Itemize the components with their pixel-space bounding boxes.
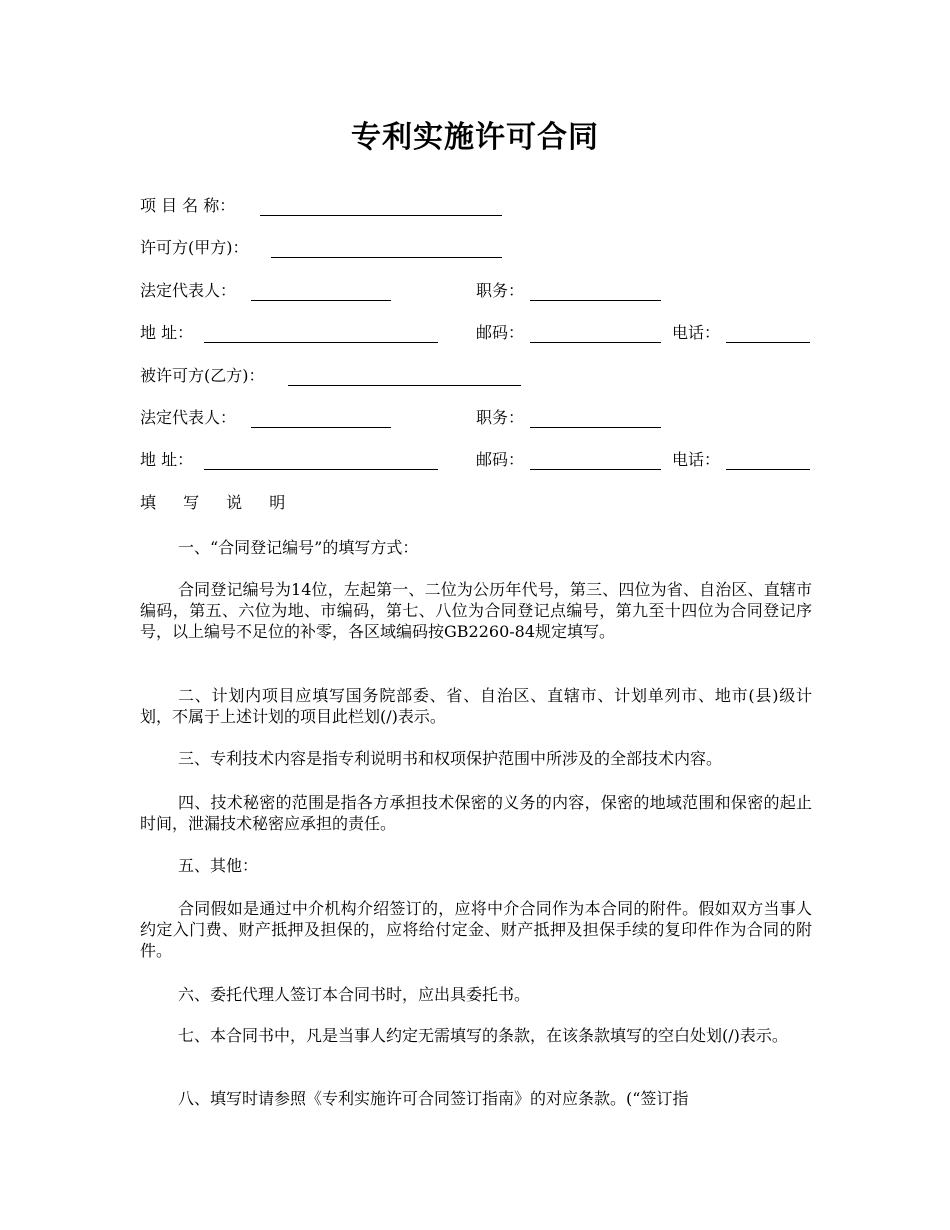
project-name-row [140,194,812,218]
licensor-postcode-blank[interactable] [530,342,661,343]
licensor-legal-rep-label: 法定代表人： [140,281,237,300]
licensor-postcode-label: 邮码： [476,323,525,342]
instruction-paragraph: 二、计划内项目应填写国务院部委、省、自治区、直辖市、计划单列市、地市(县)级计划，不属于上述计划的项目此栏划(/)表示。 [140,686,812,726]
licensee-position-blank[interactable] [530,427,661,428]
licensee-phone-blank[interactable] [726,469,810,470]
instruction-paragraph: 三、专利技术内容是指专利说明书和权项保护范围中所涉及的全部技术内容。 [178,749,723,768]
licensee-legal-rep-blank[interactable] [251,427,391,428]
instruction-paragraph: 合同假如是通过中介机构介绍签订的，应将中介合同作为本合同的附件。假如双方当事人约定入门费、财产抵押及担保的，应将给付定金、财产抵押及担保手续的复印件作为合同的附件。 [140,899,812,960]
licensee-label: 被许可方(乙方)： [140,366,265,385]
licensee-phone-label: 电话： [672,450,721,469]
licensee-address-label: 地 址： [140,450,194,469]
licensor-address-label: 地 址： [140,323,194,342]
licensee-postcode-label: 邮码： [476,450,525,469]
instruction-paragraph: 八、填写时请参照《专利实施许可合同签订指南》的对应条款。(“签订指 [178,1089,689,1108]
licensee-blank[interactable] [288,385,521,386]
licensee-address-row [140,448,812,472]
licensor-legal-rep-blank[interactable] [251,300,391,301]
licensee-postcode-blank[interactable] [530,469,661,470]
licensee-row [140,364,812,388]
instruction-paragraph: 五、其他： [178,856,259,875]
licensor-position-blank[interactable] [530,300,661,301]
licensor-phone-blank[interactable] [726,342,810,343]
instructions-heading-row [140,491,812,515]
licensee-legal-rep-label: 法定代表人： [140,408,237,427]
licensor-label: 许可方(甲方)： [140,238,249,257]
instruction-paragraph: 合同登记编号为14位，左起第一、二位为公历年代号，第三、四位为省、自治区、直辖市编码，第五、六位为地、市编码，第七、八位为合同登记点编号，第九至十四位为合同登记序号，以上编号不足位的补零，各区域编码按GB2260-84规定填写。 [140,580,812,641]
licensor-position-label: 职务： [476,281,525,300]
licensee-address-blank[interactable] [204,469,438,470]
project-name-label: 项 目 名 称： [140,196,236,215]
licensor-row [140,236,812,260]
licensor-address-blank[interactable] [204,342,438,343]
licensee-position-label: 职务： [476,408,525,427]
document-title: 专利实施许可合同 [351,120,599,155]
instruction-paragraph: 一、“合同登记编号”的填写方式： [178,538,419,557]
licensor-blank[interactable] [271,257,502,258]
licensor-phone-label: 电话： [672,323,721,342]
project-name-blank[interactable] [260,215,502,216]
instructions-heading: 填 写 说 明 [140,493,297,512]
licensor-address-row [140,321,812,345]
instruction-paragraph: 四、技术秘密的范围是指各方承担技术保密的义务的内容，保密的地域范围和保密的起止时间，泄漏技术秘密应承担的责任。 [140,793,812,833]
instruction-paragraph: 六、委托代理人签订本合同书时，应出具委托书。 [178,985,531,1004]
licensor-legal-rep-row [140,279,812,303]
licensee-legal-rep-row [140,406,812,430]
instruction-paragraph: 七、本合同书中，凡是当事人约定无需填写的条款，在该条款填写的空白处划(/)表示。 [178,1026,788,1045]
